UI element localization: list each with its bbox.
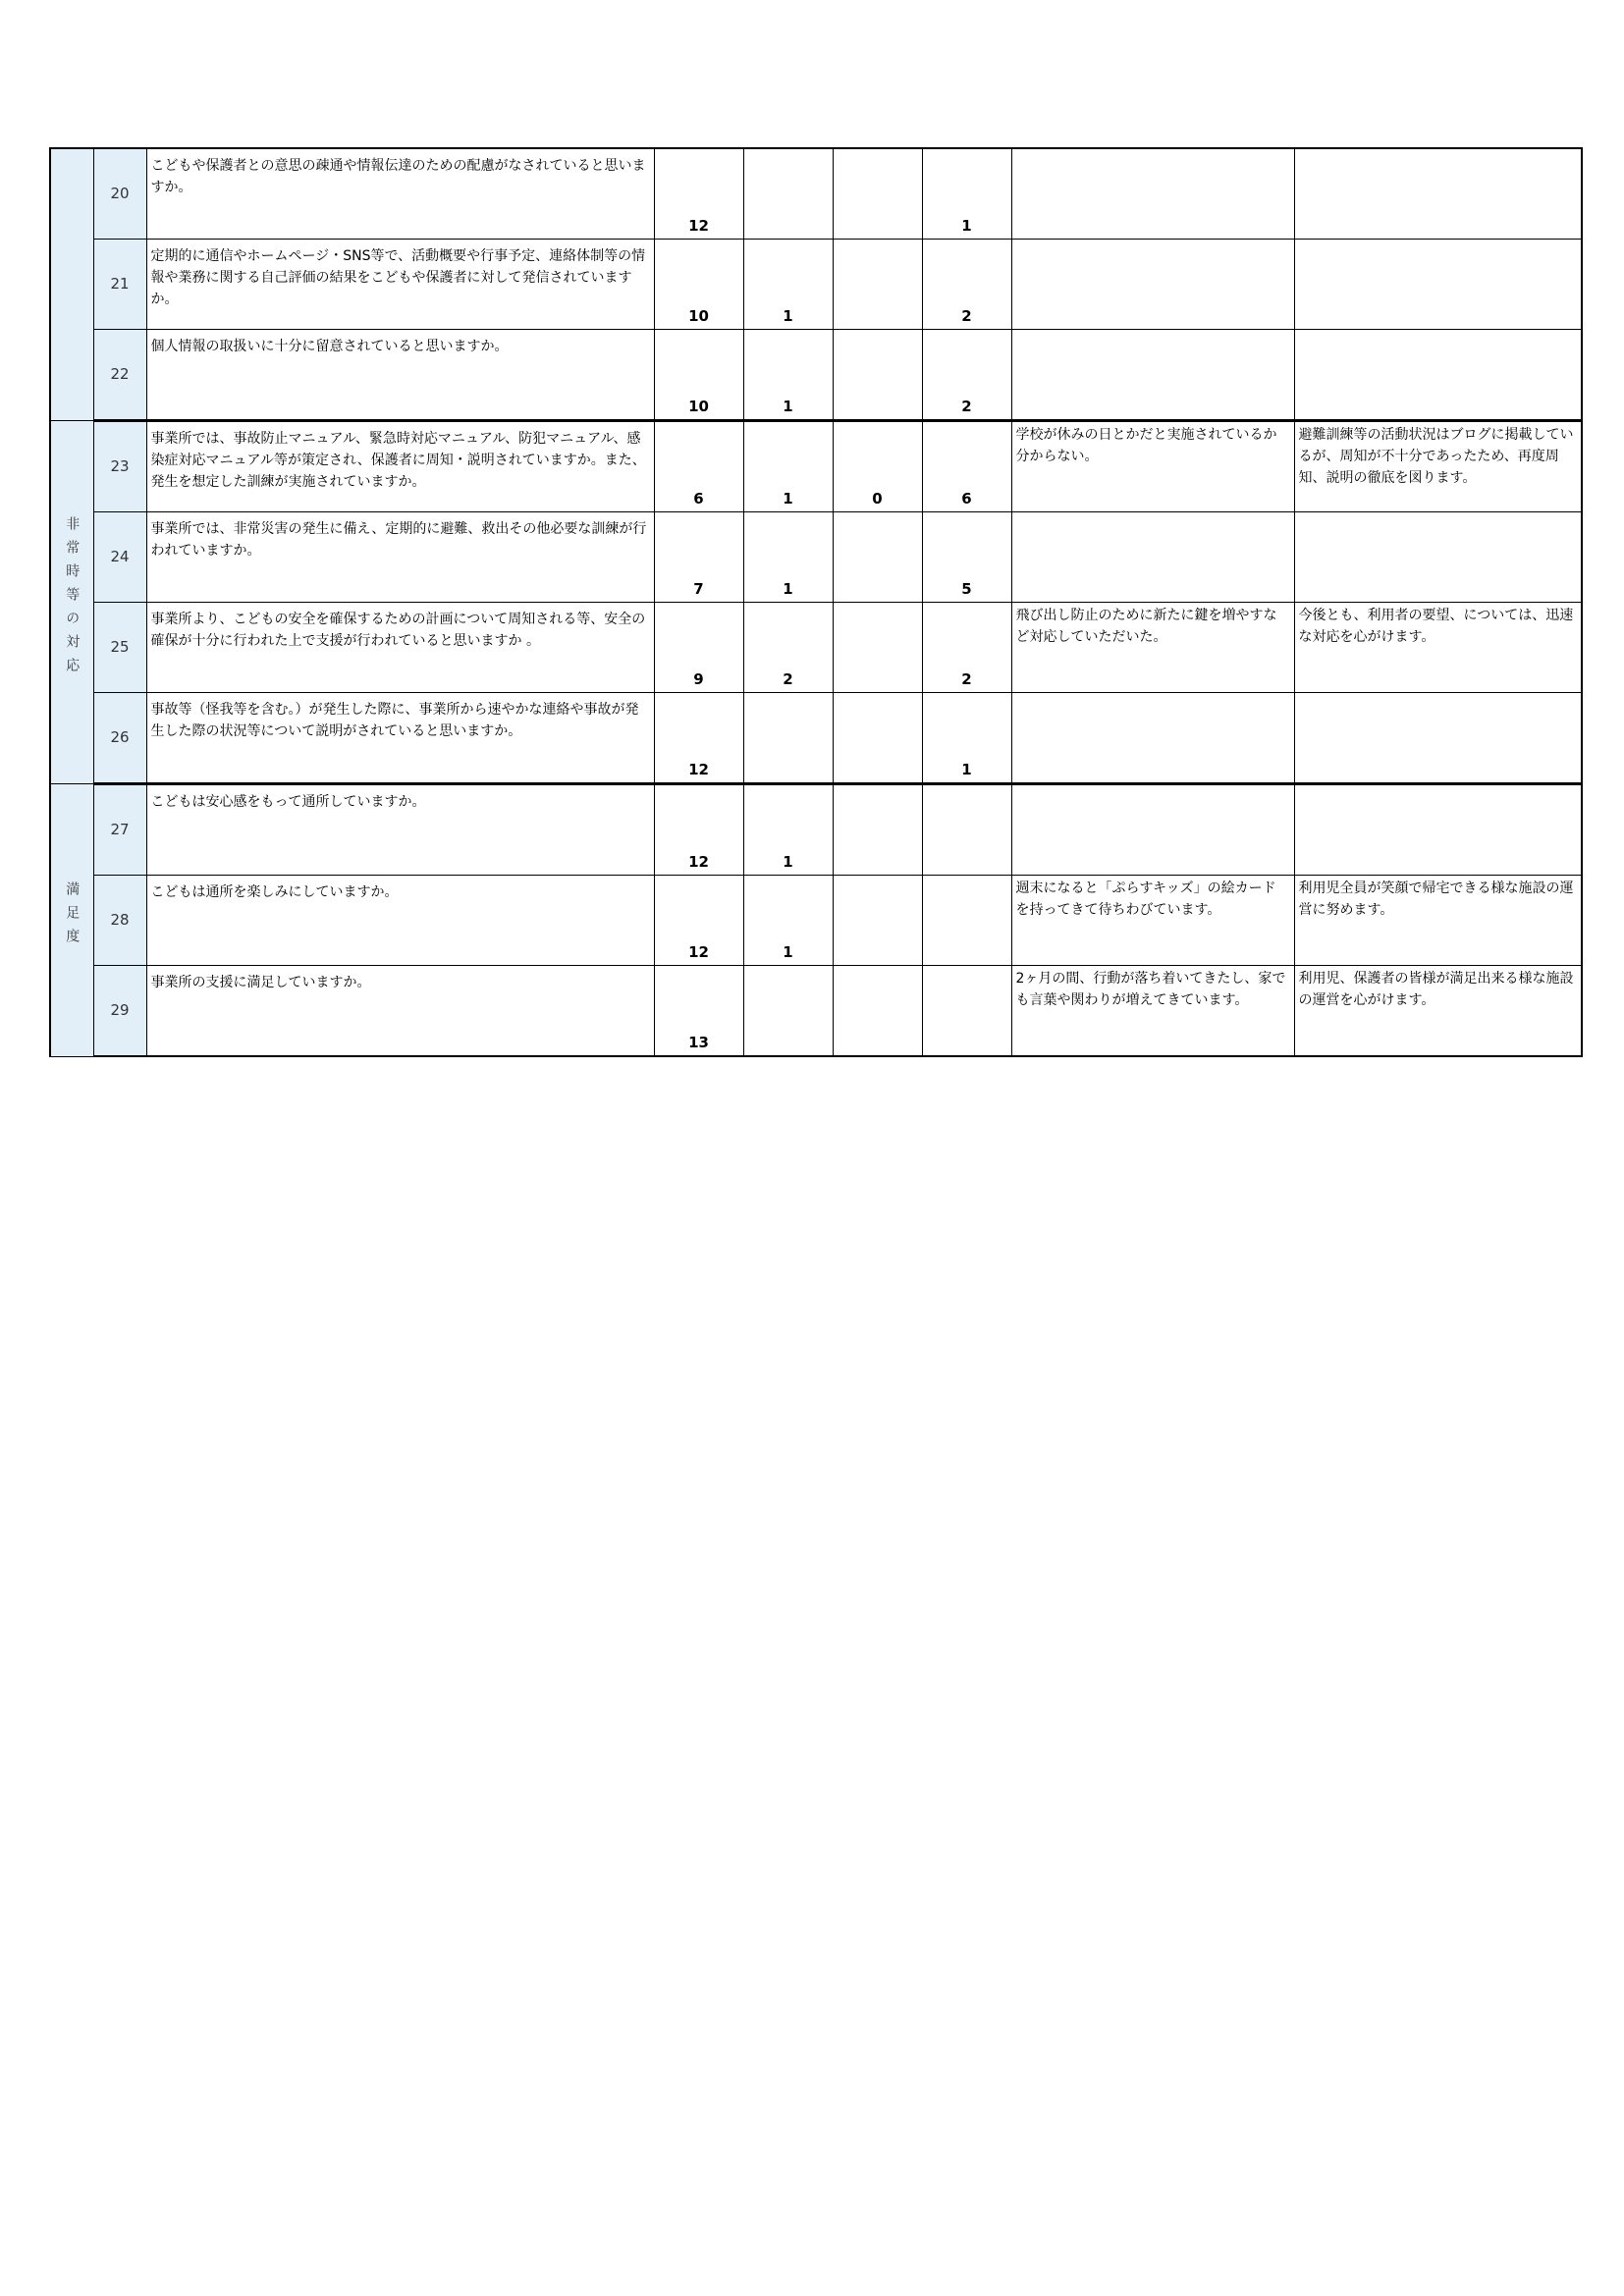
- count-unknown: 2: [922, 240, 1011, 330]
- count-unknown: [922, 966, 1011, 1057]
- count-yes: 10: [654, 240, 743, 330]
- table-row: [50, 784, 1582, 876]
- question-cell: [146, 784, 654, 876]
- count-unknown: 1: [922, 693, 1011, 784]
- question-number: 23: [93, 421, 146, 512]
- count-no: [833, 512, 922, 603]
- count-unknown: 6: [922, 421, 1011, 512]
- parent-comment: 飛び出し防止のために新たに鍵を増やすなど対応していただいた。: [1011, 603, 1294, 693]
- table-row: [50, 330, 1582, 421]
- question-cell: [146, 876, 654, 966]
- question-cell: [146, 512, 654, 603]
- question-number: 27: [93, 784, 146, 876]
- question-number: 29: [93, 966, 146, 1057]
- facility-response: [1294, 148, 1582, 240]
- question-number: 25: [93, 603, 146, 693]
- table-row: [50, 148, 1582, 240]
- question-number: 26: [93, 693, 146, 784]
- question-number: 22: [93, 330, 146, 421]
- count-unknown: [922, 784, 1011, 876]
- parent-comment: 学校が休みの日とかだと実施されているか分からない。: [1011, 421, 1294, 512]
- question-cell: [146, 966, 654, 1057]
- count-unknown: [922, 876, 1011, 966]
- count-neutral: 1: [743, 784, 833, 876]
- count-yes: 9: [654, 603, 743, 693]
- facility-response: 利用児、保護者の皆様が満足出来る様な施設の運営を心がけます。: [1294, 966, 1582, 1057]
- count-neutral: 2: [743, 603, 833, 693]
- count-neutral: 1: [743, 876, 833, 966]
- count-yes: 12: [654, 148, 743, 240]
- question-cell: [146, 421, 654, 512]
- count-neutral: 1: [743, 512, 833, 603]
- question-cell: [146, 330, 654, 421]
- count-unknown: 5: [922, 512, 1011, 603]
- evaluation-table: [49, 147, 1583, 1057]
- question-text: 事故等（怪我等を含む。）が発生した際に、事業所から速やかな連絡や事故が発生した際の状況等について説明がされていると思いますか。: [150, 702, 639, 739]
- count-unknown: 1: [922, 148, 1011, 240]
- question-text: 事業所では、事故防止マニュアル、緊急時対応マニュアル、防犯マニュアル、感染症対応マニュアル等が策定され、保護者に周知・説明されていますか。また、発生を想定した訓練が実施されていますか。: [150, 431, 646, 490]
- count-yes: 12: [654, 784, 743, 876]
- count-neutral: 1: [743, 330, 833, 421]
- facility-response: [1294, 330, 1582, 421]
- count-yes: 6: [654, 421, 743, 512]
- facility-response: [1294, 693, 1582, 784]
- count-neutral: 1: [743, 421, 833, 512]
- facility-response: [1294, 512, 1582, 603]
- count-neutral: [743, 148, 833, 240]
- count-no: [833, 966, 922, 1057]
- question-text: こどもは通所を楽しみにしていますか。: [150, 884, 399, 900]
- count-neutral: [743, 966, 833, 1057]
- count-unknown: 2: [922, 330, 1011, 421]
- question-cell: [146, 148, 654, 240]
- question-number: 24: [93, 512, 146, 603]
- question-number: 21: [93, 240, 146, 330]
- category-cell: [50, 148, 93, 421]
- question-number: 20: [93, 148, 146, 240]
- count-neutral: [743, 693, 833, 784]
- category-cell: [50, 421, 93, 784]
- question-text: 事業所の支援に満足していますか。: [150, 975, 371, 990]
- parent-comment: [1011, 240, 1294, 330]
- category-label: 非常時等の対応: [64, 516, 81, 681]
- facility-response: 避難訓練等の活動状況はブログに掲載しているが、周知が不十分であったため、再度周知、説明の徹底を図ります。: [1294, 421, 1582, 512]
- count-no: [833, 784, 922, 876]
- table-row: [50, 876, 1582, 966]
- table-row: [50, 966, 1582, 1057]
- question-cell: [146, 240, 654, 330]
- count-no: [833, 693, 922, 784]
- parent-comment: [1011, 693, 1294, 784]
- count-yes: 12: [654, 876, 743, 966]
- question-text: 事業所では、非常災害の発生に備え、定期的に避難、救出その他必要な訓練が行われていますか。: [150, 521, 647, 559]
- parent-comment: 2ヶ月の間、行動が落ち着いてきたし、家でも言葉や関わりが増えてきています。: [1011, 966, 1294, 1057]
- count-no: 0: [833, 421, 922, 512]
- count-no: [833, 240, 922, 330]
- count-neutral: 1: [743, 240, 833, 330]
- table-row: [50, 603, 1582, 693]
- question-cell: [146, 603, 654, 693]
- count-no: [833, 330, 922, 421]
- facility-response: [1294, 240, 1582, 330]
- facility-response: [1294, 784, 1582, 876]
- category-cell: [50, 784, 93, 1057]
- count-no: [833, 876, 922, 966]
- question-text: 個人情報の取扱いに十分に留意されていると思いますか。: [150, 339, 509, 354]
- question-text: 定期的に通信やホームページ・SNS等で、活動概要や行事予定、連絡体制等の情報や業務に関する自己評価の結果をこどもや保護者に対して発信されていますか。: [150, 248, 646, 307]
- facility-response: 今後とも、利用者の要望、については、迅速な対応を心がけます。: [1294, 603, 1582, 693]
- count-yes: 12: [654, 693, 743, 784]
- count-yes: 13: [654, 966, 743, 1057]
- facility-response: 利用児全員が笑顔で帰宅できる様な施設の運営に努めます。: [1294, 876, 1582, 966]
- question-text: こどもや保護者との意思の疎通や情報伝達のための配慮がなされていると思いますか。: [150, 158, 646, 195]
- parent-comment: [1011, 512, 1294, 603]
- parent-comment: [1011, 330, 1294, 421]
- table-row: [50, 240, 1582, 330]
- table-row: [50, 421, 1582, 512]
- question-cell: [146, 693, 654, 784]
- count-no: [833, 603, 922, 693]
- question-text: 事業所より、こどもの安全を確保するための計画について周知される等、安全の確保が十分に行われた上で支援が行われていると思いますか 。: [150, 612, 646, 649]
- parent-comment: [1011, 148, 1294, 240]
- table-row: [50, 512, 1582, 603]
- count-yes: 7: [654, 512, 743, 603]
- parent-comment: [1011, 784, 1294, 876]
- parent-comment: 週末になると「ぷらすキッズ」の絵カードを持ってきて待ちわびています。: [1011, 876, 1294, 966]
- count-unknown: 2: [922, 603, 1011, 693]
- question-number: 28: [93, 876, 146, 966]
- category-label: 満足度: [64, 881, 81, 952]
- count-yes: 10: [654, 330, 743, 421]
- count-no: [833, 148, 922, 240]
- question-text: こどもは安心感をもって通所していますか。: [150, 794, 426, 810]
- table-row: [50, 693, 1582, 784]
